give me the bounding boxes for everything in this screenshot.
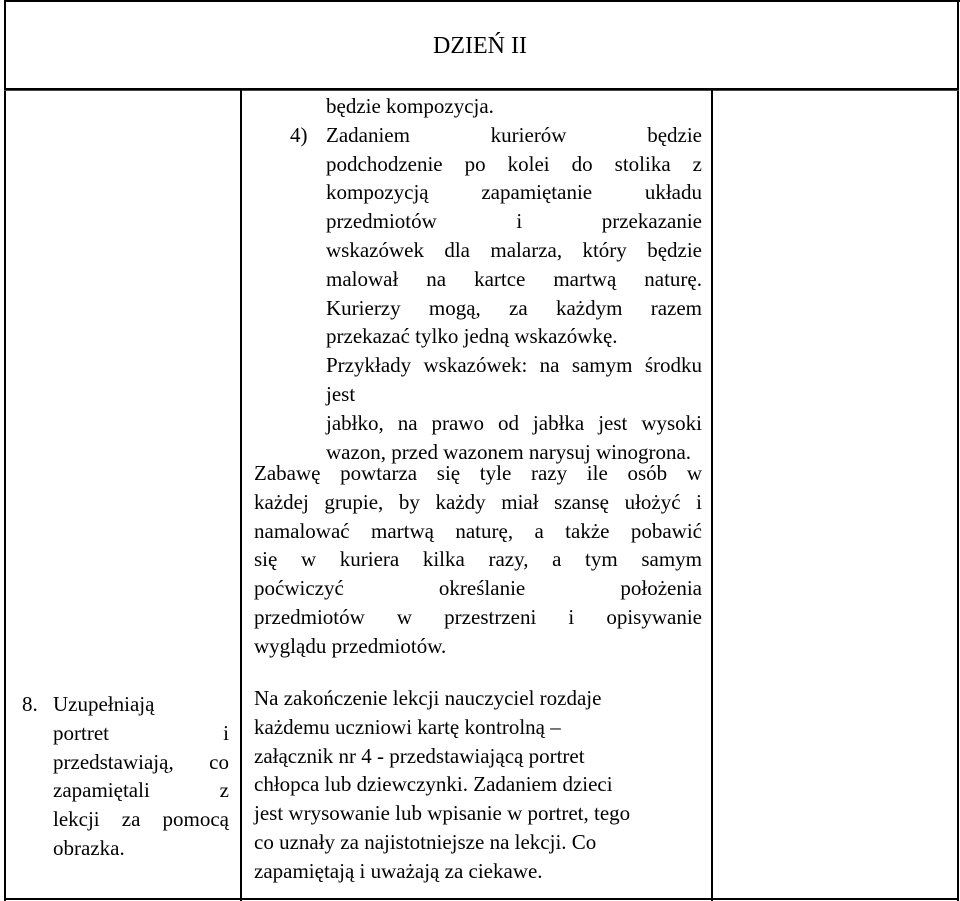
paragraph-line: jest wrysowanie lub wpisanie w portret, tego <box>254 801 631 826</box>
paragraph-line: się w kuriera kilka razy, a tym samym <box>254 547 702 572</box>
paragraph-line: zapamiętają i uważają za ciekawe. <box>254 858 543 883</box>
repeat-paragraph <box>254 459 702 661</box>
item8-line: zapamiętali z <box>53 778 229 803</box>
paragraph-line: poćwiczyć określanie położenia <box>254 576 702 601</box>
item4-line: przekazać tylko jedną wskazówkę. <box>326 324 618 349</box>
item4-line: malował na kartce martwą naturę. <box>326 266 702 291</box>
table-bottom-border <box>4 898 959 900</box>
header-bottom-border-inner <box>4 90 959 91</box>
item4-line: przedmiotów i przekazanie <box>326 209 702 234</box>
paragraph-line: Na zakończenie lekcji nauczyciel rozdaje <box>254 686 602 710</box>
item4-line: podchodzenie po kolei do stolika z <box>326 151 702 176</box>
item8-line: obrazka. <box>53 835 125 860</box>
item8-number: 8. <box>22 692 38 716</box>
column-divider-right <box>711 89 713 901</box>
table-right-border <box>957 0 959 901</box>
continuation-line: będzie kompozycja. <box>326 94 494 118</box>
item8-line: portret i <box>53 720 229 745</box>
paragraph-line: załącznik nr 4 - przedstawiającą portret <box>254 743 585 768</box>
table-top-border <box>4 0 960 2</box>
paragraph-line: chłopca lub dziewczynki. Zadaniem dzieci <box>254 772 613 797</box>
day-title <box>0 26 960 66</box>
day-title-text: DZIEŃ II <box>433 33 527 59</box>
activity-description <box>326 92 702 466</box>
paragraph-line: co uznały za najistotniejsze na lekcji. Co <box>254 829 597 854</box>
item8-description <box>53 690 229 863</box>
item4-line: wazon, przed wazonem narysuj winogrona. <box>326 439 692 464</box>
item4-line: wskazówek dla malarza, który będzie <box>326 237 702 262</box>
paragraph-line: każdemu uczniowi kartę kontrolną – <box>254 714 561 739</box>
column-divider-left <box>240 89 242 901</box>
item8-line: przedstawiają, co <box>53 749 229 774</box>
item4-line: Przykłady wskazówek: na samym środku jest <box>326 353 702 406</box>
paragraph-line: każdej grupie, by każdy miał szansę ułożyć i <box>254 489 702 514</box>
item4-line: Kurierzy mogą, za każdym razem <box>326 295 702 320</box>
ending-paragraph <box>254 684 702 886</box>
paragraph-line: namalować martwą naturę, a także pobawić <box>254 518 702 543</box>
item8-line: Uzupełniają <box>53 692 155 716</box>
item4-line: kompozycją zapamiętanie układu <box>326 180 702 205</box>
item4-number: 4) <box>290 122 308 147</box>
paragraph-line: przedmiotów w przestrzeni i opisywanie <box>254 604 702 629</box>
item8-line: lekcji za pomocą <box>53 807 229 832</box>
paragraph-line: Zabawę powtarza się tyle razy ile osób w <box>254 461 702 485</box>
table-left-border <box>4 0 6 901</box>
item4-line: Zadaniem kurierów będzie <box>326 122 702 147</box>
item4-line: jabłko, na prawo od jabłka jest wysoki <box>326 410 702 435</box>
paragraph-line: wyglądu przedmiotów. <box>254 633 447 658</box>
